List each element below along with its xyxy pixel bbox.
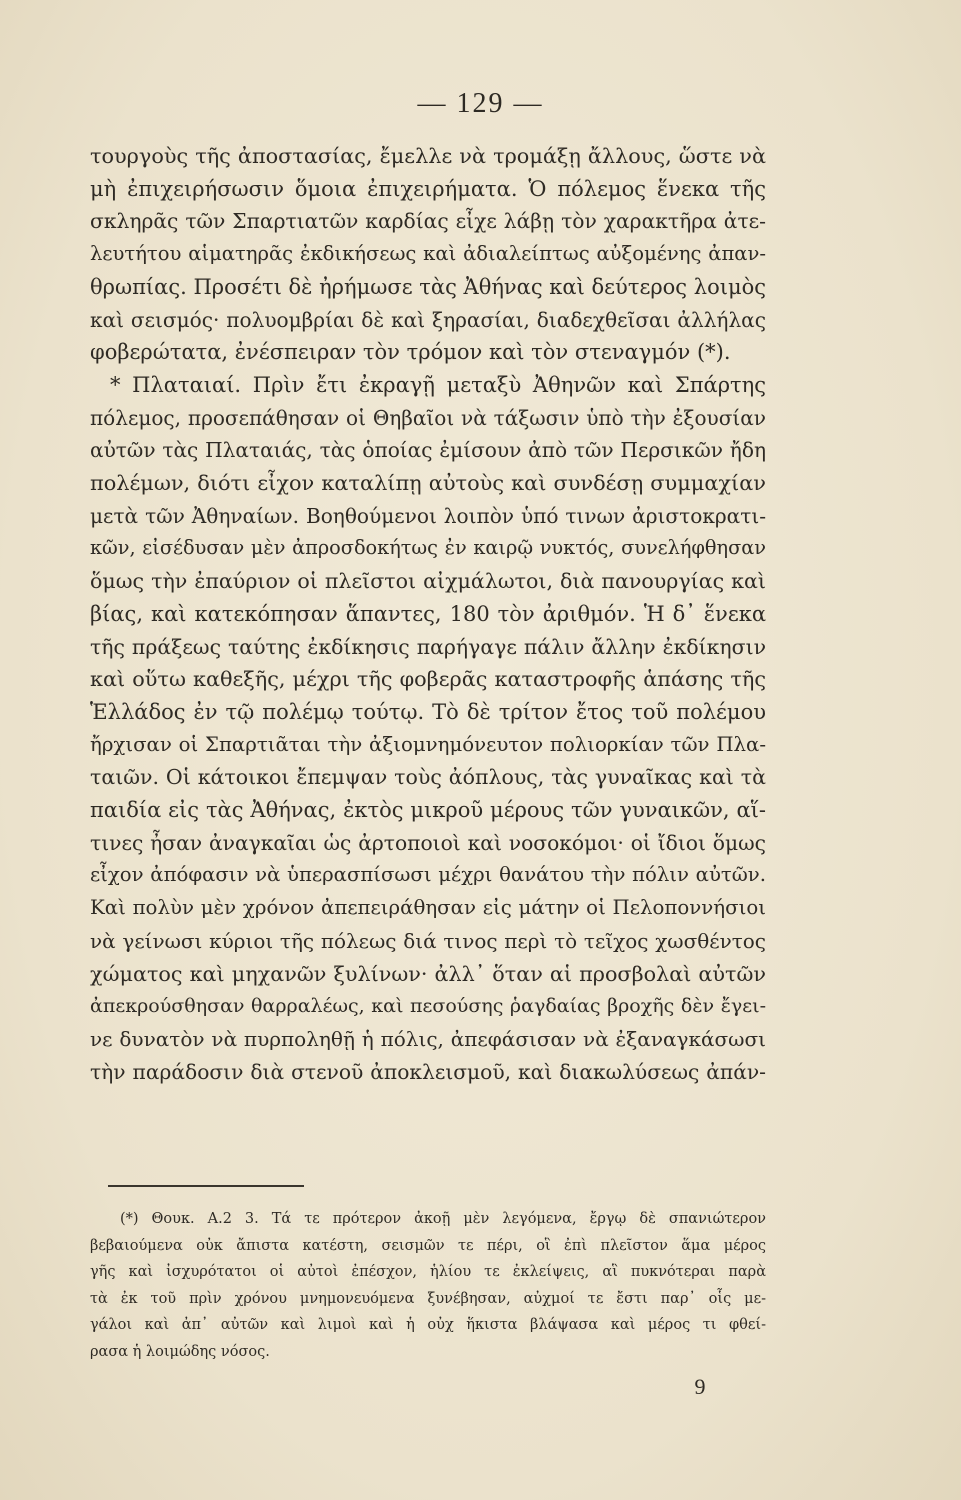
text-line: πόλεμος, προσεπάθησαν οἱ Θηβαῖοι νὰ τάξωσιν ὑπὸ τὴν ἐξουσίαν (90, 405, 766, 430)
text-line: ὅμως τὴν ἐπαύριον οἱ πλεῖστοι αἰχμάλωτοι, διὰ πανουργίας καὶ (90, 569, 766, 594)
text-line: μὴ ἐπιχειρήσωσιν ὅμοια ἐπιχειρήματα. Ὁ πόλεμος ἕνεκα τῆς (90, 176, 766, 201)
text-line: Ἑλλάδος ἐν τῷ πολέμῳ τούτῳ. Τὸ δὲ τρίτον ἔτος τοῦ πολέμου (90, 699, 766, 724)
footnote-line: γάλοι καὶ ἀπ᾽ αὐτῶν καὶ λιμοὶ καὶ ἡ οὐχ ἥκιστα βλάψασα καὶ μέρος τι φθεί- (90, 1317, 766, 1333)
text-line: ἤρχισαν οἱ Σπαρτιᾶται τὴν ἀξιομνημόνευτον πολιορκίαν τῶν Πλα- (90, 732, 766, 756)
text-line: αὐτῶν τὰς Πλαταιάς, τὰς ὁποίας ἐμίσουν ἀπὸ τῶν Περσικῶν ἤδη (90, 438, 766, 463)
text-line: καὶ σεισμός· πολυομβρίαι δὲ καὶ ξηρασίαι, διαδεχθεῖσαι ἀλλήλας (90, 307, 766, 332)
main-text (90, 140, 766, 1088)
footnote-line: τὰ ἐκ τοῦ πρὶν χρόνου μνημονευόμενα ξυνέβησαν, αὐχμοί τε ἔστι παρ᾽ οἷς με- (90, 1290, 766, 1307)
text-line: τινες ἦσαν ἀναγκαῖαι ὡς ἀρτοποιοὶ καὶ νοσοκόμοι· οἱ ἴδιοι ὅμως (90, 830, 766, 855)
signature-mark: 9 (694, 1374, 706, 1399)
text-line: φοβερώτατα, ἐνέσπειραν τὸν τρόμον καὶ τὸν στεναγμόν (*). (90, 340, 731, 365)
footnote-line: ρασα ἡ λοιμώδης νόσος. (90, 1343, 270, 1360)
text-line: ἀπεκρούσθησαν θαρραλέως, καὶ πεσούσης ῥαγδαίας βροχῆς δὲν ἔγει- (90, 995, 766, 1018)
text-line: ταιῶν. Οἱ κάτοικοι ἔπεμψαν τοὺς ἀόπλους, τὰς γυναῖκας καὶ τὰ (90, 765, 766, 790)
text-line: σκληρᾶς τῶν Σπαρτιατῶν καρδίας εἶχε λάβῃ τὸν χαρακτῆρα ἀτε- (90, 209, 766, 234)
text-line: νὰ γείνωσι κύριοι τῆς πόλεως διά τινος περὶ τὸ τεῖχος χωσθέντος (90, 928, 766, 953)
text-line: βίας, καὶ κατεκόπησαν ἅπαντες, 180 τὸν ἀριθμόν. Ἡ δ᾽ ἕνεκα (90, 601, 766, 626)
text-line: κῶν, εἰσέδυσαν μὲν ἀπροσδοκήτως ἐν καιρῷ νυκτός, συνελήφθησαν (90, 536, 766, 560)
footnote (90, 1206, 766, 1365)
footnote-rule (108, 1185, 304, 1187)
text-line: εἶχον ἀπόφασιν νὰ ὑπερασπίσωσι μέχρι θανάτου τὴν πόλιν αὐτῶν. (90, 863, 766, 887)
footnote-line: (*) Θουκ. Α.2 3. Τά τε πρότερον ἀκοῇ μὲν λεγόμενα, ἔργῳ δὲ σπανιώτερον (120, 1211, 766, 1227)
footnote-line: γῆς καὶ ἰσχυρότατοι οἱ αὐτοὶ ἐπέσχον, ἡλίου τε ἐκλείψεις, αἳ πυκνότεραι παρὰ (90, 1264, 766, 1280)
text-line: μετὰ τῶν Ἀθηναίων. Βοηθούμενοι λοιπὸν ὑπό τινων ἀριστοκρατι- (90, 503, 766, 528)
text-line: πολέμων, διότι εἶχον καταλίπῃ αὐτοὺς καὶ συνδέσῃ συμμαχίαν (90, 471, 766, 496)
text-line: χώματος καὶ μηχανῶν ξυλίνων· ἀλλ᾽ ὅταν αἱ προσβολαὶ αὐτῶν (90, 961, 766, 986)
text-line: λευτήτου αἱματηρᾶς ἐκδικήσεως καὶ ἀδιαλείπτως αὐξομένης ἀπαν- (90, 242, 766, 266)
footnote-line: βεβαιούμενα οὐκ ἄπιστα κατέστη, σεισμῶν τε πέρι, οἳ ἐπὶ πλεῖστον ἅμα μέρος (90, 1237, 766, 1254)
text-line: νε δυνατὸν νὰ πυρποληθῇ ἡ πόλις, ἀπεφάσισαν νὰ ἐξαναγκάσωσι (90, 1026, 766, 1051)
text-line: καὶ οὕτω καθεξῆς, μέχρι τῆς φοβερᾶς καταστροφῆς ἁπάσης τῆς (90, 667, 766, 692)
text-line: παιδία εἰς τὰς Ἀθήνας, ἐκτὸς μικροῦ μέρους τῶν γυναικῶν, αἵ- (90, 798, 766, 823)
page-number: — 129 — (417, 88, 544, 119)
text-line: τουργοὺς τῆς ἀποστασίας, ἔμελλε νὰ τρομάξῃ ἄλλους, ὥστε νὰ (90, 144, 766, 168)
text-line: τὴν παράδοσιν διὰ στενοῦ ἀποκλεισμοῦ, καὶ διακωλύσεως ἀπάν- (90, 1059, 766, 1084)
section-heading-line: * Πλαταιαί. Πρὶν ἔτι ἐκραγῇ μεταξὺ Ἀθηνῶν καὶ Σπάρτης (110, 372, 766, 397)
text-line: Καὶ πολὺν μὲν χρόνον ἀπεπειράθησαν εἰς μάτην οἱ Πελοποννήσιοι (90, 896, 766, 920)
text-line: θρωπίας. Προσέτι δὲ ἠρήμωσε τὰς Ἀθήνας καὶ δεύτερος λοιμὸς (90, 274, 766, 299)
text-line: τῆς πράξεως ταύτης ἐκδίκησις παρήγαγε πάλιν ἄλλην ἐκδίκησιν (90, 634, 766, 659)
